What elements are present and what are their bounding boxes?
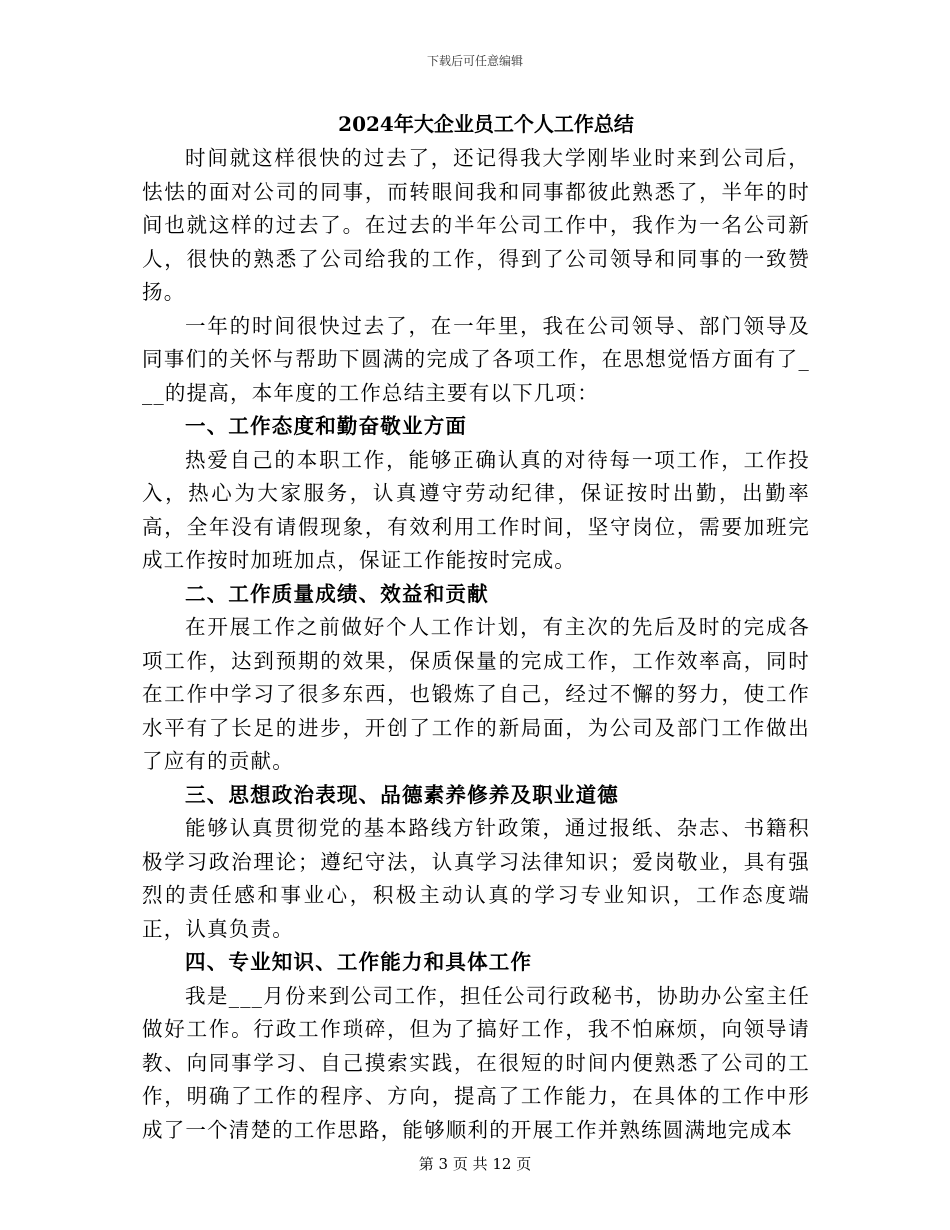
section-heading: 一、工作态度和勤奋敬业方面 [185,414,468,438]
section-paragraph: 我是___月份来到公司工作，担任公司行政秘书，协助办公室主任做好工作。行政工作琐碎，但为了搞好工作，我不怕麻烦，向领导请教、向同事学习、自己摸索实践，在很短的时间内便熟悉了公司的工作，明确了工作的程序、方向，提高了工作能力，在具体的工作中形成了一个清楚的工作思路，能够顺利的开展工作并熟练圆满地完成本 [142,983,810,1142]
section-paragraph: 热爱自己的本职工作，能够正确认真的对待每一项工作，工作投入，热心为大家服务，认真遵守劳动纪律，保证按时出勤，出勤率高，全年没有请假现象，有效利用工作时间，坚守岗位，需要加班完成工作按时加班加点，保证工作能按时完成。 [142,447,810,572]
section-heading: 三、思想政治表现、品德素养修养及职业道德 [185,782,619,807]
document-title: 2024年大企业员工个人工作总结 [338,112,634,136]
document-body [142,106,810,1147]
section-heading: 二、工作质量成绩、效益和贡献 [185,581,489,606]
intro-paragraph: 时间就这样很快的过去了，还记得我大学刚毕业时来到公司后，怯怯的面对公司的同事，而转眼间我和同事都彼此熟悉了，半年的时间也就这样的过去了。在过去的半年公司工作中，我作为一名公司新人，很快的熟悉了公司给我的工作，得到了公司领导和同事的一致赞扬。 [142,146,810,304]
page-number: 第 3 页 共 12 页 [418,1155,532,1173]
section-paragraph: 在开展工作之前做好个人工作计划，有主次的先后及时的完成各项工作，达到预期的效果，保质保量的完成工作，工作效率高，同时在工作中学习了很多东西，也锻炼了自己，经过不懈的努力，使工作水平有了长足的进步，开创了工作的新局面，为公司及部门工作做出了应有的贡献。 [142,615,810,773]
section-heading: 四、专业知识、工作能力和具体工作 [185,950,533,974]
section-paragraph: 能够认真贯彻党的基本路线方针政策，通过报纸、杂志、书籍积极学习政治理论；遵纪守法，认真学习法律知识；爱岗敬业，具有强烈的责任感和事业心，积极主动认真的学习专业知识，工作态度端正，认真负责。 [142,816,810,941]
header-note: 下载后可任意编辑 [426,54,523,68]
intro-paragraph: 一年的时间很快过去了，在一年里，我在公司领导、部门领导及同事们的关怀与帮助下圆满的完成了各项工作，在思想觉悟方面有了___的提高，本年度的工作总结主要有以下几项： [142,313,810,405]
